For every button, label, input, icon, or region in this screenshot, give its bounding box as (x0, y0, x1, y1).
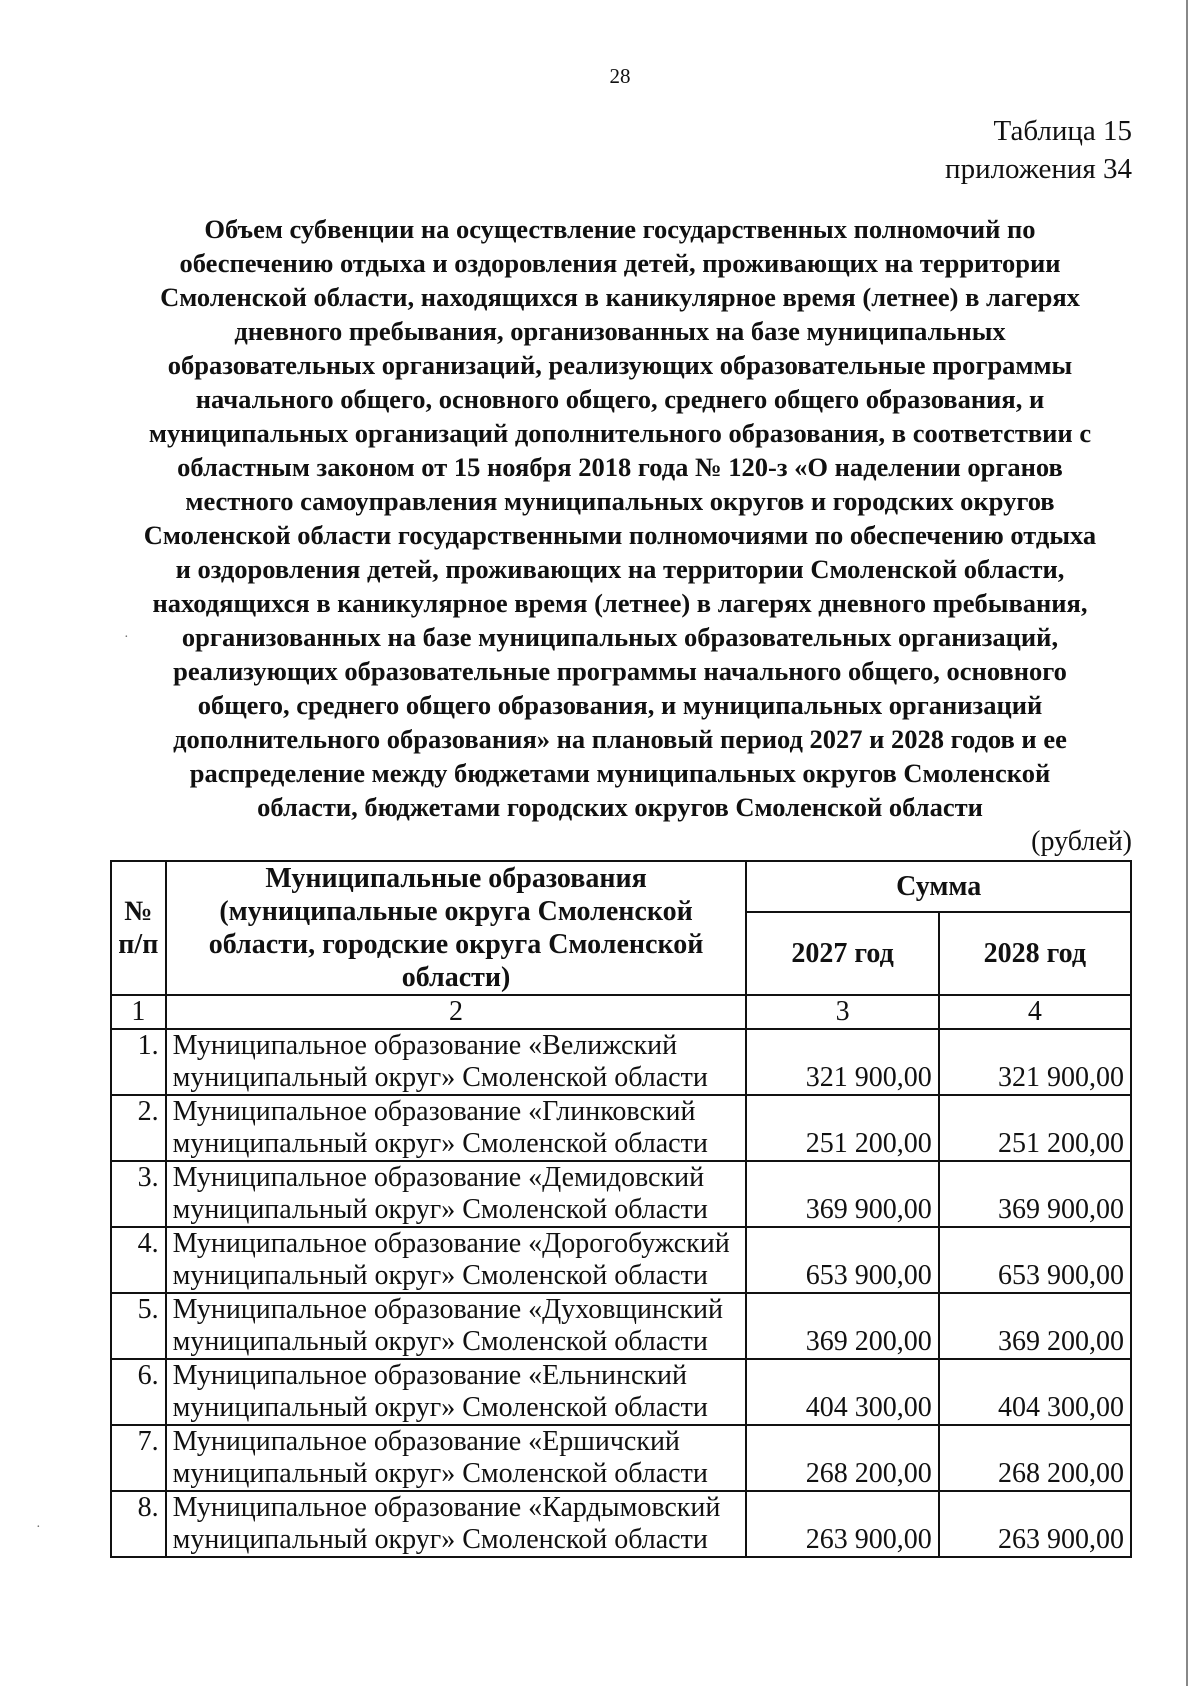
table-row (111, 1227, 1131, 1293)
row-number: 5. (111, 1293, 166, 1359)
amount-2027: 653 900,00 (746, 1227, 938, 1293)
row-number: 6. (111, 1359, 166, 1425)
title-line: области, бюджетами городских округов Смоленской области (257, 792, 983, 822)
scan-artifact: · (124, 630, 129, 645)
title-line: находящихся в каникулярное время (летнее) в лагерях дневного пребывания, (152, 588, 1088, 618)
table-row (111, 1095, 1131, 1161)
table-row (111, 1161, 1131, 1227)
amount-2028: 369 900,00 (939, 1161, 1131, 1227)
column-index-4: 4 (939, 995, 1131, 1029)
table-row (111, 1029, 1131, 1095)
row-number: 3. (111, 1161, 166, 1227)
table-row (111, 1491, 1131, 1557)
title-line: местного самоуправления муниципальных округов и городских округов (185, 486, 1055, 516)
title-line: обеспечению отдыха и оздоровления детей, проживающих на территории (179, 248, 1061, 278)
amount-2027: 369 200,00 (746, 1293, 938, 1359)
title-line: Объем субвенции на осуществление государственных полномочий по (204, 214, 1036, 244)
amount-2028: 263 900,00 (939, 1491, 1131, 1557)
municipality-name: Муниципальное образование «Велижский муниципальный округ» Смоленской области (166, 1029, 747, 1095)
municipality-name: Муниципальное образование «Демидовский муниципальный округ» Смоленской области (166, 1161, 747, 1227)
table-row (111, 1359, 1131, 1425)
scan-edge-line (1186, 0, 1188, 1686)
title-line: дополнительного образования» на плановый период 2027 и 2028 годов и ее (173, 724, 1067, 754)
title-line: Смоленской области, находящихся в каникулярное время (летнее) в лагерях (160, 282, 1080, 312)
title-line: общего, среднего общего образования, и муниципальных организаций (197, 690, 1043, 720)
municipality-name: Муниципальное образование «Дорогобужский муниципальный округ» Смоленской области (166, 1227, 747, 1293)
scan-artifact: · (36, 1520, 41, 1535)
title-line: муниципальных организаций дополнительного образования, в соответствии с (148, 418, 1092, 448)
column-index-2: 2 (166, 995, 747, 1029)
title-line: и оздоровления детей, проживающих на территории Смоленской области, (175, 554, 1065, 584)
amount-2027: 251 200,00 (746, 1095, 938, 1161)
municipality-name: Муниципальное образование «Ельнинский муниципальный округ» Смоленской области (166, 1359, 747, 1425)
amount-2028: 321 900,00 (939, 1029, 1131, 1095)
title-line: организованных на базе муниципальных образовательных организаций, (181, 622, 1059, 652)
amount-2027: 369 900,00 (746, 1161, 938, 1227)
municipality-name: Муниципальное образование «Глинковский муниципальный округ» Смоленской области (166, 1095, 747, 1161)
table-ref-line-1: Таблица 15 (993, 115, 1132, 147)
header-year-2028: 2028 год (939, 912, 1131, 995)
amount-2028: 369 200,00 (939, 1293, 1131, 1359)
units-label: (рублей) (1031, 826, 1132, 857)
amount-2027: 263 900,00 (746, 1491, 938, 1557)
municipality-name: Муниципальное образование «Духовщинский муниципальный округ» Смоленской области (166, 1293, 747, 1359)
row-number: 8. (111, 1491, 166, 1557)
amount-2028: 268 200,00 (939, 1425, 1131, 1491)
table-reference (945, 112, 1132, 188)
title-line: реализующих образовательные программы начального общего, основного (173, 656, 1067, 686)
title-line: дневного пребывания, организованных на базе муниципальных (234, 316, 1006, 346)
title-line: начального общего, основного общего, среднего общего образования, и (195, 384, 1045, 414)
amount-2027: 268 200,00 (746, 1425, 938, 1491)
amount-2028: 653 900,00 (939, 1227, 1131, 1293)
municipality-name: Муниципальное образование «Кардымовский муниципальный округ» Смоленской области (166, 1491, 747, 1557)
document-title (105, 212, 1135, 824)
header-municipality: Муниципальные образования (муниципальные округа Смоленской области, городские округа Смоленской области) (166, 861, 747, 995)
title-line: образовательных организаций, реализующих образовательные программы (167, 350, 1073, 380)
header-year-2027: 2027 год (746, 912, 938, 995)
column-index-1: 1 (111, 995, 166, 1029)
amount-2027: 404 300,00 (746, 1359, 938, 1425)
row-number: 2. (111, 1095, 166, 1161)
table-ref-line-2: приложения 34 (945, 153, 1132, 185)
table-row (111, 1425, 1131, 1491)
row-number: 1. (111, 1029, 166, 1095)
header-sum: Сумма (746, 861, 1131, 912)
amount-2027: 321 900,00 (746, 1029, 938, 1095)
municipality-name: Муниципальное образование «Ершичский муниципальный округ» Смоленской области (166, 1425, 747, 1491)
page-number: 28 (609, 64, 631, 88)
row-number: 4. (111, 1227, 166, 1293)
table-row (111, 1293, 1131, 1359)
column-index-3: 3 (746, 995, 938, 1029)
title-line: распределение между бюджетами муниципальных округов Смоленской (189, 758, 1051, 788)
row-number: 7. (111, 1425, 166, 1491)
title-line: областным законом от 15 ноября 2018 года № 120-з «О наделении органов (177, 452, 1063, 482)
amount-2028: 251 200,00 (939, 1095, 1131, 1161)
allocation-table (110, 860, 1132, 1558)
header-number: № п/п (111, 861, 166, 995)
amount-2028: 404 300,00 (939, 1359, 1131, 1425)
title-line: Смоленской области государственными полномочиями по обеспечению отдыха (143, 520, 1097, 550)
